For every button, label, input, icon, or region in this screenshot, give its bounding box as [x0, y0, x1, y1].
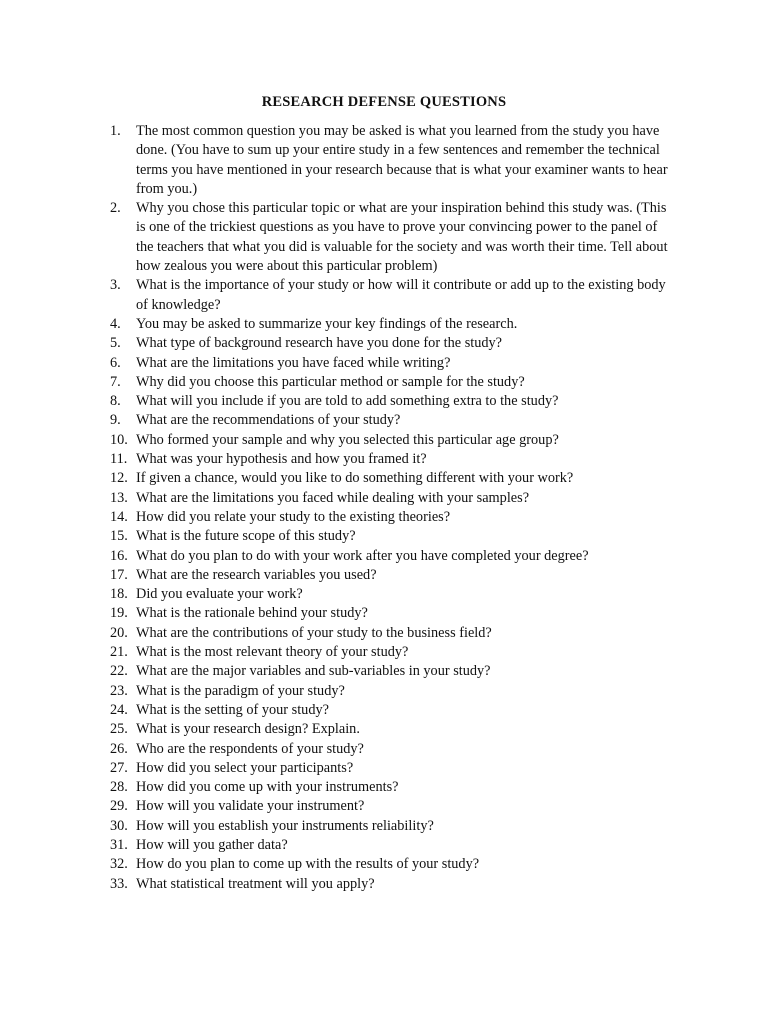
question-text: What are the limitations you faced while dealing with your samples?	[136, 489, 530, 506]
question-number: 5.	[110, 335, 121, 352]
question-text: How do you plan to come up with the results of your study?	[136, 856, 480, 873]
question-text: What is the setting of your study?	[136, 701, 329, 718]
question-text: What was your hypothesis and how you framed it?	[136, 451, 427, 468]
question-item	[110, 411, 670, 430]
question-item	[110, 585, 670, 604]
question-text: What are the recommendations of your study?	[136, 412, 401, 429]
question-number: 27.	[110, 759, 128, 776]
question-text: The most common question you may be asked is what you learned from the study you have done. (You have to sum up your entire study in a few sentences and remember the technical terms you have mentioned in your research because that is what your examiner wants to hear from you.)	[136, 123, 668, 197]
question-number: 17.	[110, 566, 128, 583]
question-number: 16.	[110, 547, 128, 564]
question-item	[110, 778, 670, 797]
question-text: Why did you choose this particular method or sample for the study?	[136, 373, 525, 390]
question-number: 7.	[110, 373, 121, 390]
question-number: 24.	[110, 701, 128, 718]
question-item	[110, 469, 670, 488]
question-number: 26.	[110, 740, 128, 757]
question-number: 28.	[110, 779, 128, 796]
question-item	[110, 797, 670, 816]
question-list	[110, 122, 670, 894]
question-item	[110, 682, 670, 701]
question-item	[110, 508, 670, 527]
question-text: How did you relate your study to the existing theories?	[136, 508, 451, 525]
question-number: 30.	[110, 817, 128, 834]
question-text: What is the rationale behind your study?	[136, 605, 368, 622]
page-title: RESEARCH DEFENSE QUESTIONS	[261, 94, 507, 110]
question-number: 14.	[110, 508, 128, 525]
question-item	[110, 373, 670, 392]
question-number: 2.	[110, 200, 121, 217]
question-number: 13.	[110, 489, 128, 506]
question-item	[110, 431, 670, 450]
question-text: How did you select your participants?	[136, 759, 354, 776]
question-text: If given a chance, would you like to do something different with your work?	[136, 470, 574, 487]
question-item	[110, 604, 670, 623]
question-item	[110, 527, 670, 546]
question-text: What is the future scope of this study?	[136, 528, 356, 545]
question-number: 6.	[110, 354, 121, 371]
question-item	[110, 836, 670, 855]
question-text: How will you validate your instrument?	[136, 798, 365, 815]
question-number: 22.	[110, 663, 128, 680]
question-item	[110, 624, 670, 643]
question-text: Did you evaluate your work?	[136, 586, 303, 603]
question-item	[110, 276, 670, 315]
question-text: What is the importance of your study or how will it contribute or add up to the existing body of knowledge?	[136, 277, 666, 313]
question-item	[110, 315, 670, 334]
question-number: 19.	[110, 605, 128, 622]
question-text: You may be asked to summarize your key findings of the research.	[136, 315, 518, 332]
question-item	[110, 199, 670, 276]
question-item	[110, 740, 670, 759]
question-text: What are the major variables and sub-variables in your study?	[136, 663, 491, 680]
question-number: 10.	[110, 431, 128, 448]
question-item	[110, 122, 670, 199]
question-text: How did you come up with your instruments?	[136, 779, 399, 796]
question-item	[110, 701, 670, 720]
question-number: 3.	[110, 277, 121, 294]
question-item	[110, 392, 670, 411]
question-number: 20.	[110, 624, 128, 641]
question-item	[110, 450, 670, 469]
question-item	[110, 875, 670, 894]
question-item	[110, 334, 670, 353]
question-number: 18.	[110, 586, 128, 603]
question-text: Why you chose this particular topic or what are your inspiration behind this study was. (This is one of the trickiest questions as you have to prove your convincing power to the panel of the teachers that what you did is valuable for the society and was worth their time. Tell about how zealous you were about this particular problem)	[136, 200, 668, 275]
question-item	[110, 566, 670, 585]
question-number: 12.	[110, 470, 128, 487]
question-number: 8.	[110, 393, 121, 410]
question-item	[110, 759, 670, 778]
question-number: 25.	[110, 721, 128, 738]
question-item	[110, 643, 670, 662]
question-number: 32.	[110, 856, 128, 873]
question-text: What do you plan to do with your work after you have completed your degree?	[136, 547, 589, 564]
question-text: How will you gather data?	[136, 836, 288, 853]
question-number: 23.	[110, 682, 128, 699]
question-text: What type of background research have you done for the study?	[136, 335, 503, 352]
question-item	[110, 354, 670, 373]
question-item	[110, 662, 670, 681]
question-number: 11.	[110, 451, 128, 468]
question-text: What are the contributions of your study to the business field?	[136, 624, 492, 641]
question-text: What statistical treatment will you apply?	[136, 875, 375, 892]
question-number: 9.	[110, 412, 121, 429]
question-number: 1.	[110, 123, 121, 139]
question-number: 21.	[110, 644, 128, 661]
question-text: What is the paradigm of your study?	[136, 682, 345, 699]
question-text: What are the research variables you used?	[136, 566, 377, 583]
question-number: 31.	[110, 836, 128, 853]
question-text: What is the most relevant theory of your study?	[136, 644, 409, 661]
question-text: What is your research design? Explain.	[136, 721, 360, 738]
question-number: 4.	[110, 315, 121, 332]
question-item	[110, 547, 670, 566]
question-text: Who formed your sample and why you selected this particular age group?	[136, 431, 559, 448]
question-number: 29.	[110, 798, 128, 815]
question-text: How will you establish your instruments reliability?	[136, 817, 434, 834]
question-item	[110, 817, 670, 836]
question-text: Who are the respondents of your study?	[136, 740, 364, 757]
question-item	[110, 855, 670, 874]
question-number: 15.	[110, 528, 128, 545]
question-text: What are the limitations you have faced while writing?	[136, 354, 451, 371]
question-text: What will you include if you are told to add something extra to the study?	[136, 393, 559, 410]
question-number: 33.	[110, 875, 128, 892]
question-item	[110, 489, 670, 508]
question-item	[110, 720, 670, 739]
